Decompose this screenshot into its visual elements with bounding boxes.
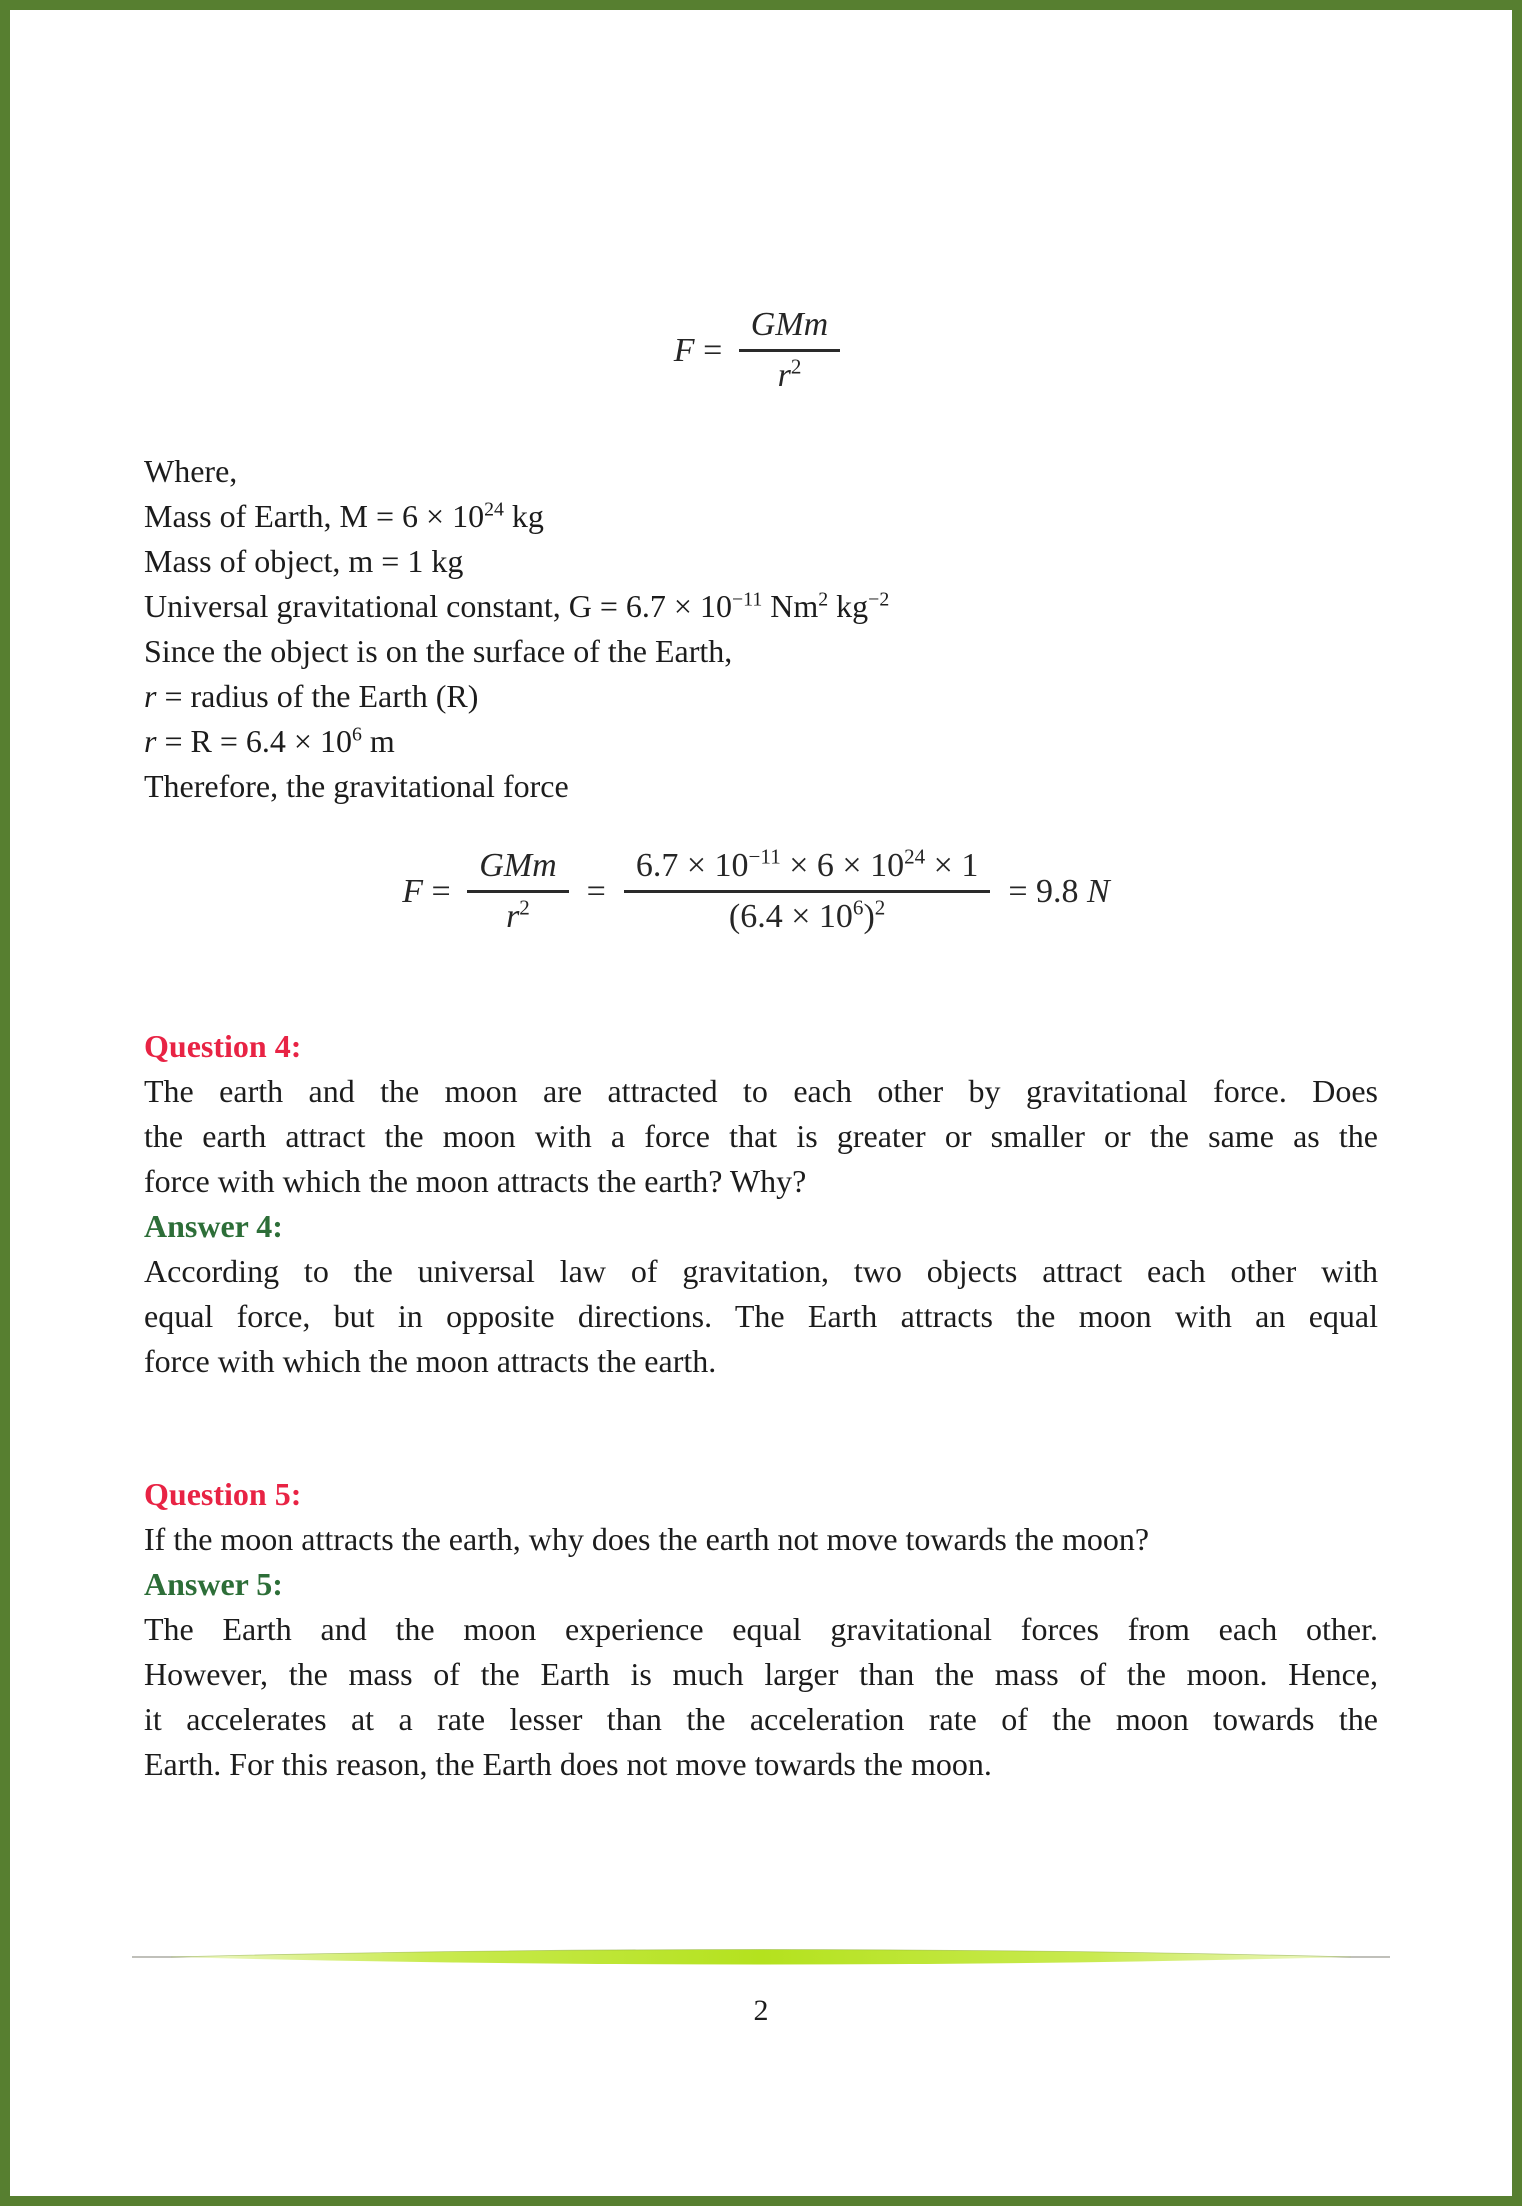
question-4-text-line: force with which the moon attracts the earth? Why? [144, 1163, 807, 1199]
fraction-symbolic [467, 847, 568, 936]
answer-4-text-line: According to the universal law of gravitation, two objects attract each other with [144, 1253, 1378, 1289]
text-line-object-surface: Since the object is on the surface of the Earth, [144, 633, 733, 669]
page-content [10, 306, 1512, 1787]
formula-force-calculation [144, 844, 1378, 936]
text-line-where: Where, [144, 453, 238, 489]
answer-5-text-line: The Earth and the moon experience equal gravitational forces from each other. [144, 1611, 1378, 1647]
fraction-numerator: $6.7 \times 10^{-11} \times 6 \times 10^{24} \times 1$ [635, 844, 979, 884]
answer-4-text-line: equal force, but in opposite directions. The Earth attracts the moon with an equal [144, 1298, 1378, 1334]
text-line-therefore: Therefore, the gravitational force [144, 768, 569, 804]
text-line-radius-value: $r = R = 6.4 \times 10^6$ m [144, 723, 395, 759]
question-4-block [144, 1024, 1378, 1384]
text-line-gravitational-constant: Universal gravitational constant, $G = 6.7 \times 10^{-11}$ Nm$^2$ $kg^{-2}$ [144, 588, 890, 624]
fraction-numerator: GMm [479, 847, 557, 884]
fraction-numeric [624, 844, 991, 936]
answer-4-heading: Answer 4: [144, 1208, 283, 1244]
text-line-mass-object: Mass of object, m = 1 kg [144, 543, 464, 579]
question-4-text-line: the earth attract the moon with a force that is greater or smaller or the same as the [144, 1118, 1378, 1154]
answer-4-text-line: force with which the moon attracts the earth. [144, 1343, 717, 1379]
question-5-heading: Question 5: [144, 1476, 302, 1512]
page-number: 2 [753, 1994, 769, 2027]
question-4-text-line: The earth and the moon are attracted to each other by gravitational force. Does [144, 1073, 1378, 1109]
question-5-text-line: If the moon attracts the earth, why does the earth not move towards the moon? [144, 1521, 1150, 1557]
fraction [739, 306, 840, 395]
answer-5-text-line: However, the mass of the Earth is much larger than the mass of the moon. Hence, [144, 1656, 1378, 1692]
equals-sign: = [586, 872, 606, 910]
answer-5-text-line: it accelerates at a rate lesser than the acceleration rate of the moon towards the [144, 1701, 1378, 1737]
question-4-heading: Question 4: [144, 1028, 302, 1064]
given-values-block [144, 449, 1378, 809]
answer-5-text-line: Earth. For this reason, the Earth does not move towards the moon. [144, 1746, 992, 1782]
formula-lhs: F = [402, 872, 460, 910]
formula-result: = 9.8 N [1008, 872, 1110, 910]
fraction-numerator: GMm [750, 306, 829, 343]
fraction-denominator: $r^2$ [467, 890, 568, 936]
decorative-divider [10, 1944, 1512, 1970]
fraction-denominator: $(6.4 \times 10^6)^2$ [624, 890, 991, 936]
divider-lens-graphic [126, 1944, 1396, 1970]
text-line-radius-definition: r = radius of the Earth (R) [144, 678, 479, 714]
formula-lhs: F = [673, 331, 731, 369]
fraction-denominator: $r^2$ [739, 349, 840, 395]
question-5-block [144, 1472, 1378, 1787]
formula-universal-gravitation [144, 306, 1378, 395]
text-line-mass-earth: Mass of Earth, $M = 6 \times 10^{24}$ kg [144, 498, 544, 534]
answer-5-heading: Answer 5: [144, 1566, 283, 1602]
